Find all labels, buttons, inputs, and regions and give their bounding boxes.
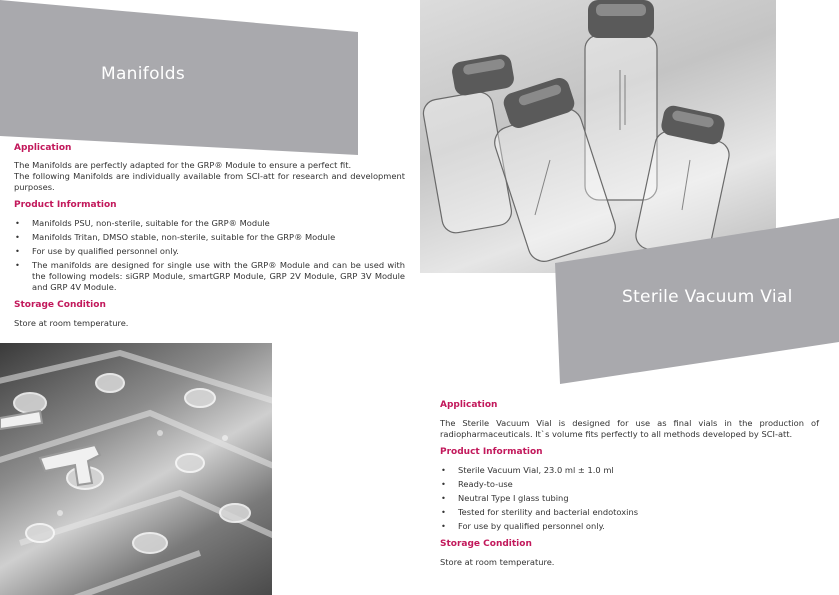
bullet-icon: • [441,465,446,475]
list-item: • Manifolds PSU, non-sterile, suitable for the GRP® Module [15,218,270,228]
list-item: • Ready-to-use [441,479,513,489]
manifolds-photo [0,343,272,595]
bullet-icon: • [441,507,446,517]
list-item: • The manifolds are designed for single use with the GRP® Module and can be used with the following models: siGRP Module, smartGRP Module, GRP 2V Module, GRP 3V Module and GRP 4V Module. [15,260,405,292]
right-product-list [440,465,819,532]
bullet-icon: • [15,260,20,270]
manifolds-illustration [0,343,272,595]
right-application-text: The Sterile Vacuum Vial is designed for use as final vials in the production of radiopharmaceuticals. It`s volume fits perfectly to all methods developed by SCI-att. [440,418,819,439]
bullet-icon: • [15,246,20,256]
left-application-text [14,160,405,193]
vial-title: Sterile Vacuum Vial [622,287,793,307]
bullet-icon: • [15,218,20,228]
list-item: • Neutral Type I glass tubing [441,493,569,503]
manifolds-title: Manifolds [101,64,186,84]
left-product-heading: Product Information [14,200,117,210]
right-application-heading: Application [440,400,498,410]
left-storage-text: Store at room temperature. [14,318,129,328]
right-product-heading: Product Information [440,447,543,457]
list-item: • For use by qualified personnel only. [441,521,605,531]
right-storage-heading: Storage Condition [440,539,532,549]
bullet-icon: • [441,521,446,531]
right-storage-text: Store at room temperature. [440,557,555,567]
list-item: • Tested for sterility and bacterial endotoxins [441,507,639,517]
bullet-icon: • [441,493,446,503]
list-item: • Sterile Vacuum Vial, 23.0 ml ± 1.0 ml [441,465,614,475]
bullet-icon: • [15,232,20,242]
left-product-list [14,218,405,293]
list-item: • Manifolds Tritan, DMSO stable, non-sterile, suitable for the GRP® Module [15,232,336,242]
left-application-text-2: The following Manifolds are individually available from SCI-att for research and development purposes. [14,171,405,192]
bullet-icon: • [441,479,446,489]
left-storage-heading: Storage Condition [14,300,106,310]
list-item: • For use by qualified personnel only. [15,246,179,256]
left-application-text-1: The Manifolds are perfectly adapted for the GRP® Module to ensure a perfect fit. [14,160,352,170]
left-application-heading: Application [14,143,72,153]
